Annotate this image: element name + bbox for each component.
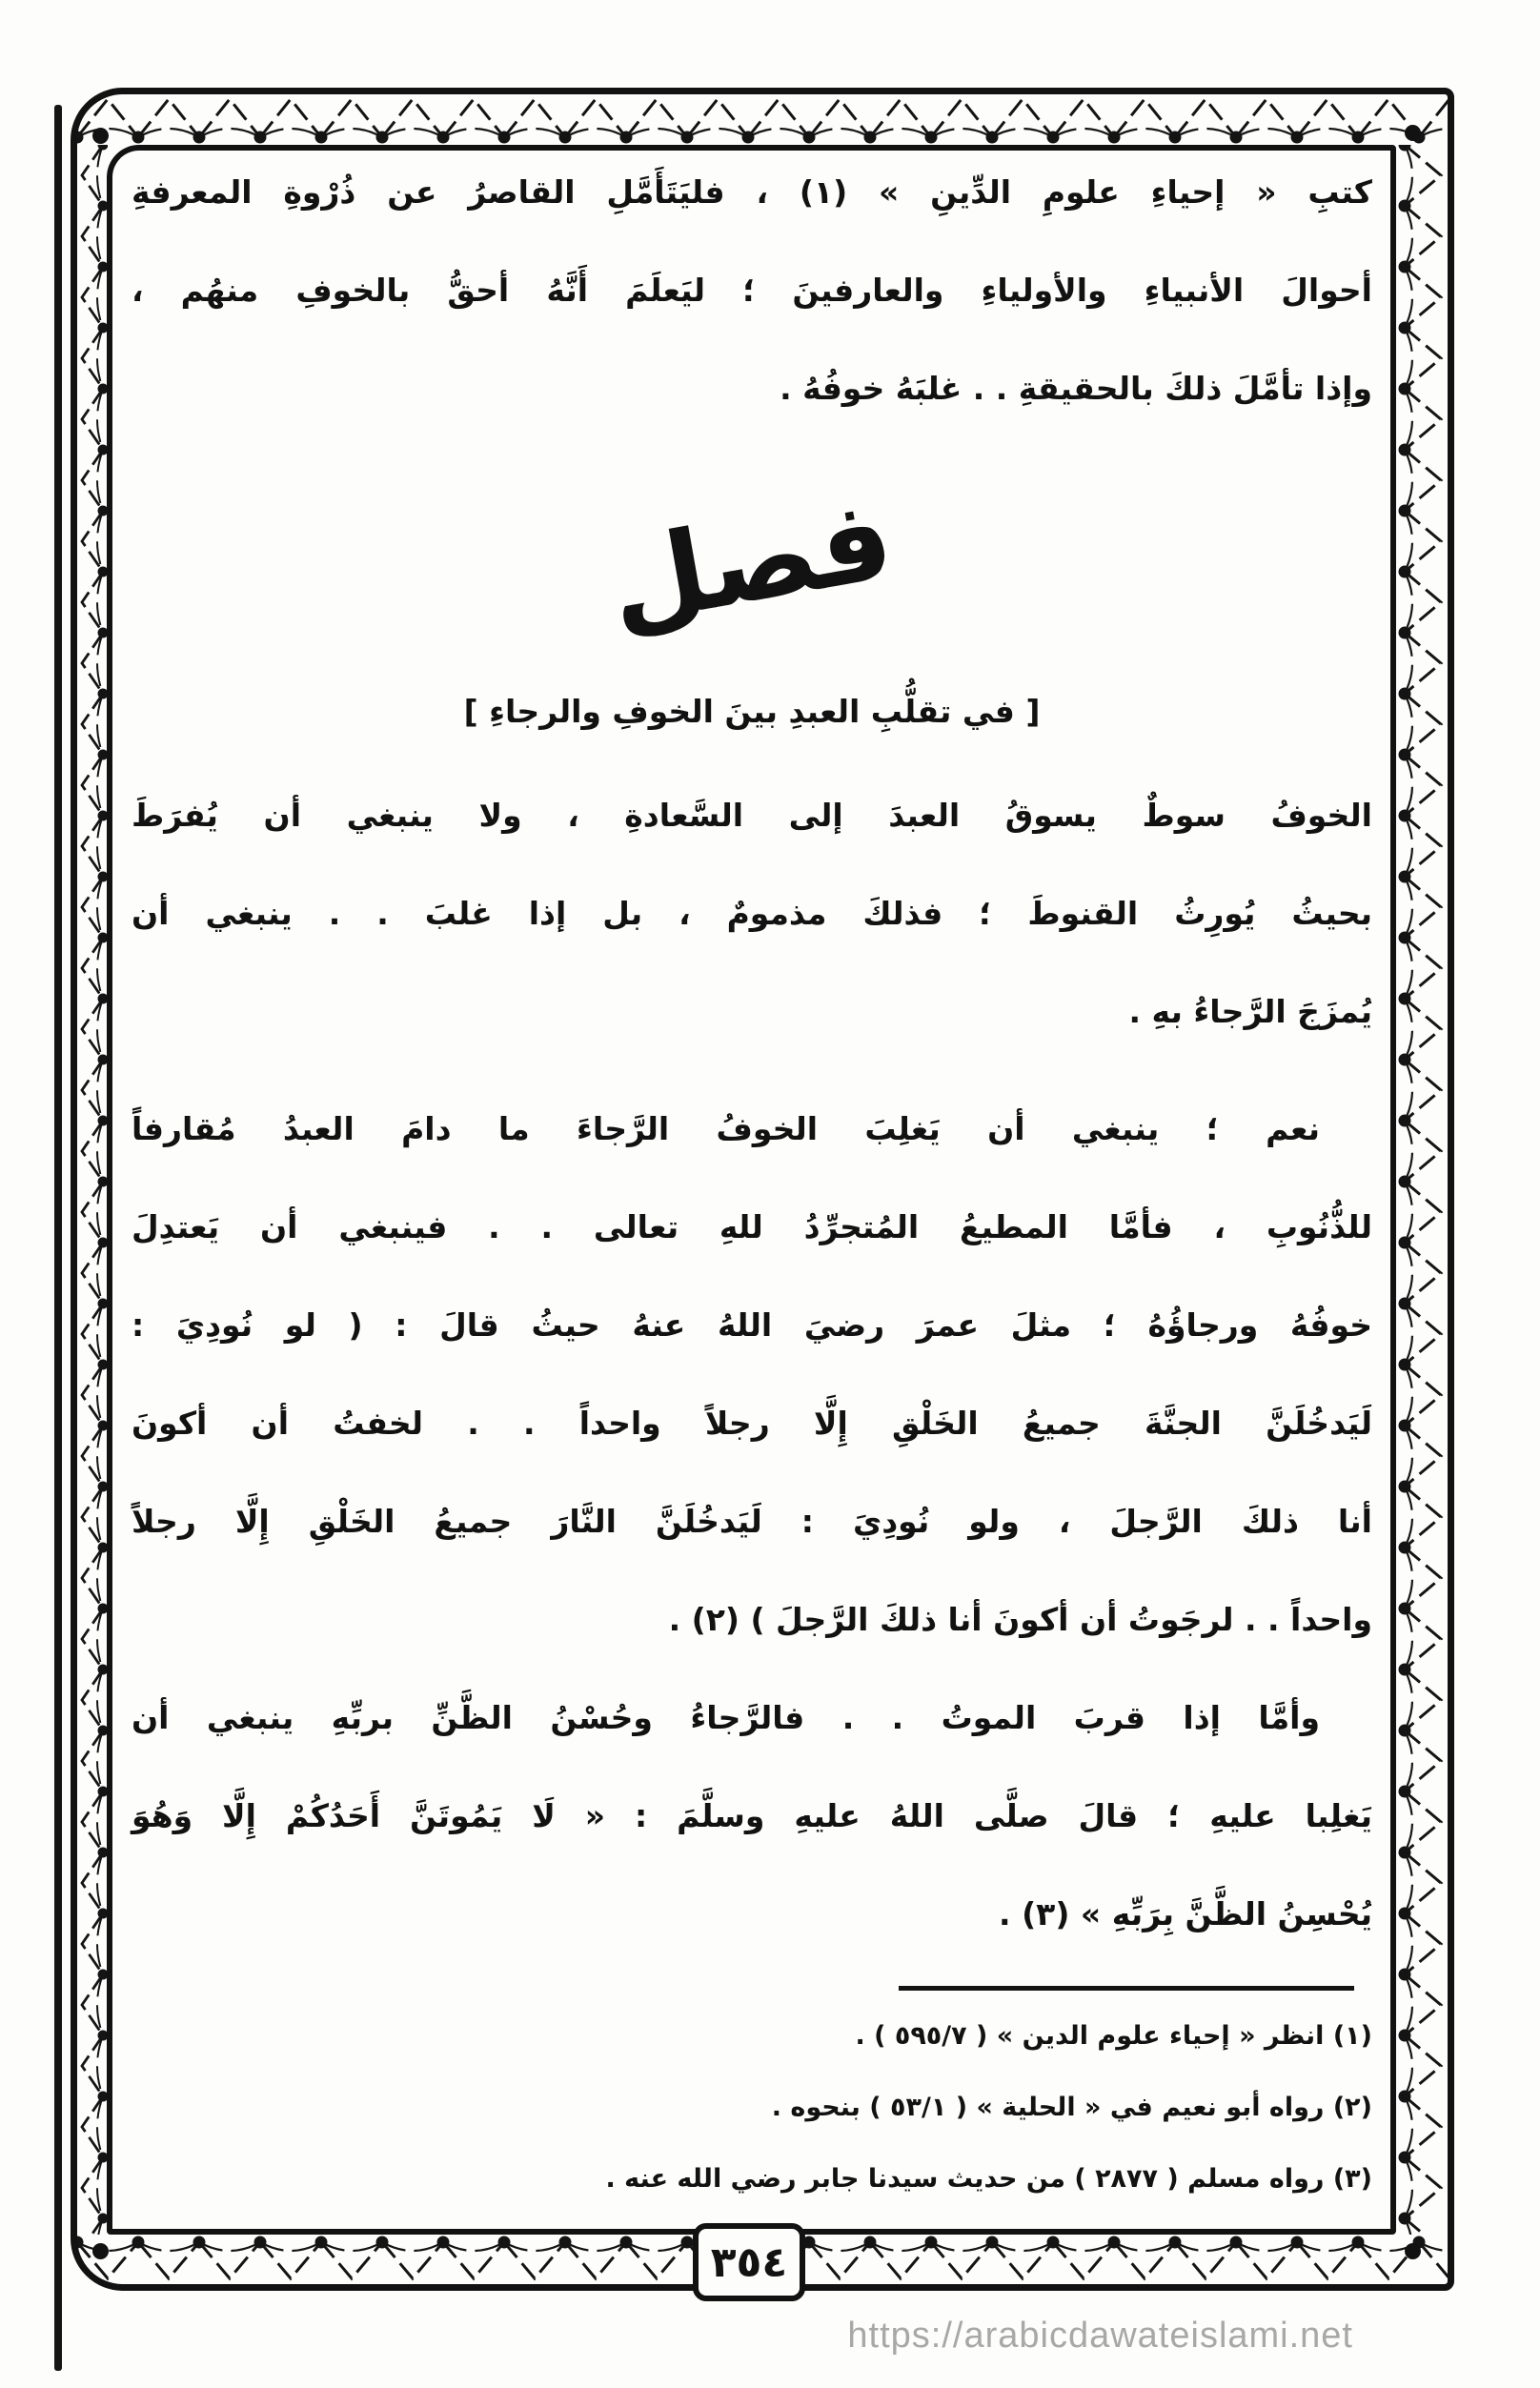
page-number: ٣٥٤ (710, 2237, 788, 2287)
text-line: يُمزَجَ الرَّجاءُ بهِ . (1128, 993, 1372, 1030)
watermark-url: https://arabicdawateislami.net (847, 2316, 1353, 2356)
text-line: وإذا تأمَّلَ ذلكَ بالحقيقةِ . . غلبَهُ خوفُهُ . (780, 370, 1372, 407)
text-line: أحوالَ الأنبياءِ والأولياءِ والعارفينَ ؛ ليَعلَمَ أَنَّهُ أحقُّ بالخوفِ منهُم ، (132, 272, 1372, 309)
paragraph-4 (132, 1669, 1372, 1963)
text-line: كتبِ « إحياءِ علومِ الدِّينِ » (١) ، فليَتَأَمَّلِ القاصرُ عن ذُرْوةِ المعرفةِ (132, 173, 1372, 211)
paragraph-3 (132, 1080, 1372, 1669)
paragraph-2 (132, 766, 1372, 1061)
corner-dot (92, 2243, 109, 2259)
text-line: خوفُهُ ورجاؤُهُ ؛ مثلَ عمرَ رضيَ اللهُ عنهُ حيثُ قالَ : ( لو نُودِيَ : (132, 1306, 1372, 1344)
text-line: الخوفُ سوطٌ يسوقُ العبدَ إلى السَّعادةِ ، ولا ينبغي أن يُفرَطَ (132, 797, 1372, 834)
page-content (132, 143, 1372, 2215)
spine-line (54, 105, 62, 2371)
footnote-separator (899, 1986, 1354, 1991)
text-line: أنا ذلكَ الرَّجلَ ، ولو نُودِيَ : لَيَدخُلَنَّ النَّارَ جميعُ الخَلْقِ إِلَّا رجلاً (132, 1503, 1372, 1540)
text-line: لَيَدخُلَنَّ الجنَّةَ جميعُ الخَلْقِ إِلَّا رجلاً واحداً . . لخفتُ أن أكونَ (132, 1405, 1372, 1442)
text-line: واحداً . . لرجَوتُ أن أكونَ أنا ذلكَ الرَّجلَ ) (٢) . (668, 1601, 1372, 1638)
section-heading: [ في تقلُّبِ العبدِ بينَ الخوفِ والرجاءِ ] (463, 693, 1041, 730)
text-line: يَغلِبا عليهِ ؛ قالَ صلَّى اللهُ عليهِ وسلَّمَ : « لَا يَمُوتَنَّ أَحَدُكُمْ إِلَّا وَهُوَ (132, 1797, 1372, 1834)
footnote: (٢) رواه أبو نعيم في « الحلية » ( ٥٣/١ ) بنحوه . (771, 2093, 1372, 2122)
footnotes (132, 2000, 1372, 2215)
text-line: يُحْسِنُ الظَّنَّ بِرَبِّهِ » (٣) . (999, 1895, 1372, 1933)
footnote: (١) انظر « إحياء علوم الدين » ( ٥٩٥/٧ ) . (855, 2021, 1372, 2051)
corner-dot (1405, 2243, 1421, 2259)
corner-dot (1405, 125, 1421, 141)
text-line: وأمَّا إذا قربَ الموتُ . . فالرَّجاءُ وحُسْنُ الظَّنِّ بربِّهِ ينبغي أن (132, 1699, 1320, 1736)
text-line: نعم ؛ ينبغي أن يَغلِبَ الخوفُ الرَّجاءَ ما دامَ العبدُ مُقارفاً (132, 1110, 1320, 1147)
page-number-box (693, 2223, 805, 2301)
footnote: (٣) رواه مسلم ( ٢٨٧٧ ) من حديث سيدنا جابر رضي الله عنه . (605, 2164, 1372, 2194)
text-line: للذُّنُوبِ ، فأمَّا المطيعُ المُتجرِّدُ للهِ تعالى . . فينبغي أن يَعتدِلَ (132, 1208, 1372, 1245)
text-line: بحيثُ يُورِثُ القنوطَ ؛ فذلكَ مذمومٌ ، بل إذا غلبَ . . ينبغي أن (132, 895, 1372, 932)
corner-dot (92, 128, 109, 144)
section-ornament-fasl: فصل (598, 472, 902, 652)
